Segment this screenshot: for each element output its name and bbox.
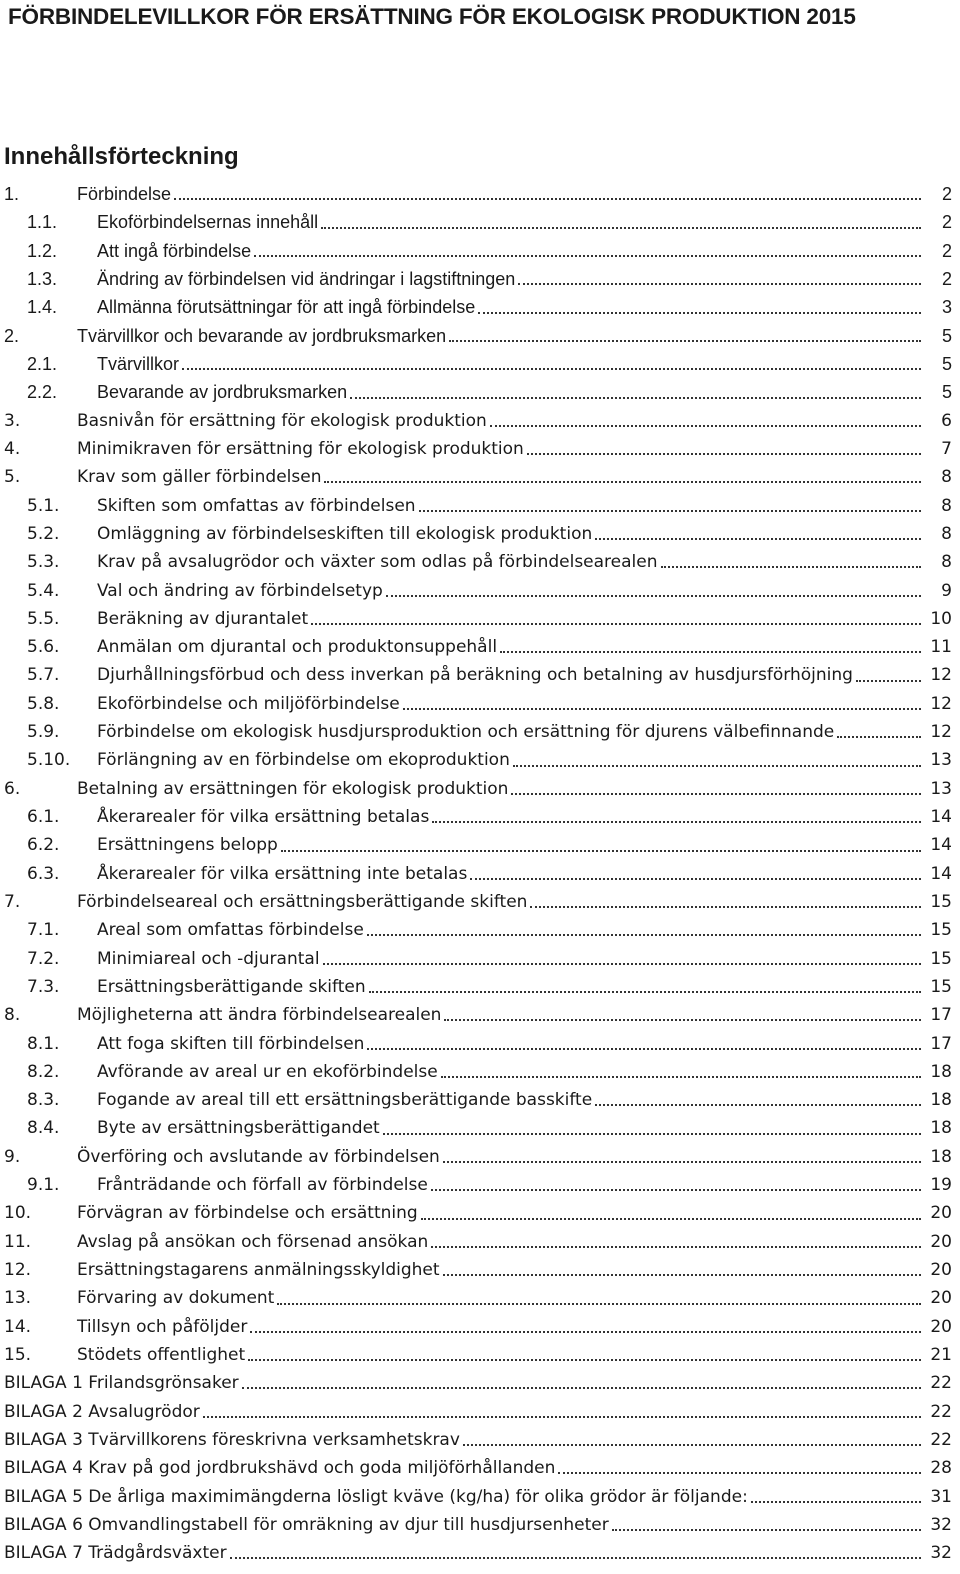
toc-entry-page: 17 [930, 1033, 952, 1054]
toc-entry[interactable] [0, 916, 960, 944]
toc-leader-dots [369, 990, 921, 993]
toc-entry-label: Allmänna förutsättningar för att ingå förbindelse [97, 297, 476, 318]
toc-entry[interactable] [0, 633, 960, 661]
toc-leader-dots [383, 1132, 921, 1135]
toc-leader-dots [470, 877, 921, 880]
toc-entry[interactable] [0, 237, 960, 265]
toc-entry-page: 28 [930, 1458, 952, 1479]
toc-entry[interactable] [0, 1114, 960, 1142]
toc-leader-dots [254, 254, 921, 257]
toc-leader-dots [242, 1386, 921, 1389]
toc-entry[interactable] [0, 378, 960, 406]
toc-entry-label: BILAGA 7 Trädgårdsväxter [4, 1543, 227, 1564]
toc-entry-label: Möjligheterna att ändra förbindelsearealen [77, 1005, 442, 1026]
toc-leader-dots [463, 1443, 921, 1446]
toc-entry-page: 14 [930, 835, 952, 856]
toc-entry-label: Bevarande av jordbruksmarken [97, 382, 348, 403]
toc-entry[interactable] [0, 1482, 960, 1510]
toc-leader-dots [403, 707, 921, 710]
toc-entry-number: 5.10. [27, 750, 71, 771]
document-title: FÖRBINDELEVILLKOR FÖR ERSÄTTNING FÖR EKOLOGISK PRODUKTION 2015 [8, 4, 856, 29]
toc-entry-number: 7. [4, 891, 21, 912]
toc-leader-dots [321, 226, 921, 229]
toc-entry-number: 6.3. [27, 863, 60, 884]
toc-entry[interactable] [0, 1341, 960, 1369]
toc-entry[interactable] [0, 520, 960, 548]
toc-leader-dots [595, 537, 921, 540]
toc-entry-label: Ekoförbindelse och miljöförbindelse [97, 693, 400, 714]
toc-entry-number: 11. [4, 1231, 32, 1252]
toc-entry-number: 5.2. [27, 523, 60, 544]
toc-entry-label: Stödets offentlighet [77, 1344, 246, 1365]
toc-entry-label: Anmälan om djurantal och produktonsuppehåll [97, 637, 498, 658]
toc-entry-page: 20 [930, 1231, 952, 1252]
toc-entry-label: Förbindelseareal och ersättningsberättigande skiften [77, 891, 528, 912]
toc-entry-label: Minimikraven för ersättning för ekologisk produktion [77, 438, 524, 459]
toc-entry-page: 12 [930, 665, 952, 686]
toc-entry-number: 8.2. [27, 1061, 60, 1082]
toc-entry-number: 1.2. [27, 240, 58, 261]
toc-entry-label: Avförande av areal ur en ekoförbindelse [97, 1061, 438, 1082]
toc-leader-dots [558, 1471, 921, 1474]
toc-entry[interactable] [0, 1143, 960, 1171]
toc-leader-dots [421, 1217, 921, 1220]
toc-entry-label: Tvärvillkor och bevarande av jordbruksmarken [77, 325, 447, 346]
toc-entry-number: 1. [4, 184, 20, 205]
toc-leader-dots [837, 735, 921, 738]
toc-entry-number: 7.2. [27, 948, 60, 969]
toc-entry-label: BILAGA 1 Frilandsgrönsaker [4, 1373, 239, 1394]
toc-entry-number: 8.3. [27, 1090, 60, 1111]
toc-entry[interactable] [0, 1539, 960, 1567]
toc-entry-label: Beräkning av djurantalet [97, 608, 309, 629]
toc-entry[interactable] [0, 1454, 960, 1482]
toc-entry-page: 17 [930, 1005, 952, 1026]
toc-entry-page: 20 [930, 1203, 952, 1224]
toc-entry-label: Att foga skiften till förbindelsen [97, 1033, 365, 1054]
toc-entry[interactable] [0, 407, 960, 435]
toc-entry-page: 5 [941, 382, 952, 403]
toc-entry[interactable] [0, 1369, 960, 1397]
toc-entry[interactable] [0, 350, 960, 378]
toc-entry-number: 5.1. [27, 495, 60, 516]
toc-entry-page: 5 [941, 354, 952, 375]
toc-entry-number: 2. [4, 325, 20, 346]
toc-leader-dots [386, 594, 921, 597]
toc-entry-number: 6.2. [27, 835, 60, 856]
toc-entry-number: 7.3. [27, 976, 60, 997]
toc-entry[interactable] [0, 690, 960, 718]
toc-entry-label: Djurhållningsförbud och dess inverkan på beräkning och betalning av husdjursförhöjning [97, 665, 853, 686]
toc-entry-page: 5 [941, 325, 952, 346]
toc-leader-dots [419, 509, 921, 512]
toc-entry-page: 9 [941, 580, 952, 601]
toc-leader-dots [518, 282, 921, 285]
toc-leader-dots [441, 1075, 921, 1078]
toc-entry[interactable] [0, 1313, 960, 1341]
toc-leader-dots [513, 764, 921, 767]
toc-leader-dots [432, 820, 921, 823]
toc-entry-number: 12. [4, 1260, 32, 1281]
toc-entry[interactable] [0, 180, 960, 208]
toc-entry-page: 6 [941, 410, 952, 431]
toc-entry-page: 8 [941, 467, 952, 488]
toc-entry-page: 32 [930, 1514, 952, 1535]
toc-entry-page: 13 [930, 750, 952, 771]
toc-leader-dots [248, 1358, 921, 1361]
toc-entry-page: 18 [930, 1090, 952, 1111]
toc-leader-dots [431, 1245, 921, 1248]
toc-entry[interactable] [0, 1001, 960, 1029]
toc-leader-dots [311, 622, 921, 625]
toc-entry-number: 5.9. [27, 722, 60, 743]
toc-entry-number: 5.8. [27, 693, 60, 714]
toc-leader-dots [856, 679, 921, 682]
toc-entry-label: Åkerarealer för vilka ersättning betalas [97, 807, 430, 828]
toc-entry-page: 7 [941, 438, 952, 459]
toc-entry-label: Ersättningens belopp [97, 835, 278, 856]
toc-entry[interactable] [0, 888, 960, 916]
toc-entry-number: 5.5. [27, 608, 60, 629]
toc-entry-page: 18 [930, 1118, 952, 1139]
toc-entry-number: 13. [4, 1288, 32, 1309]
toc-leader-dots [661, 565, 921, 568]
toc-entry-label: BILAGA 3 Tvärvillkorens föreskrivna verksamhetskrav [4, 1429, 460, 1450]
toc-leader-dots [527, 452, 921, 455]
toc-entry[interactable] [0, 605, 960, 633]
toc-entry-number: 1.4. [27, 297, 58, 318]
toc-entry-label: Att ingå förbindelse [97, 240, 252, 261]
toc-entry-page: 3 [941, 297, 952, 318]
toc-entry-page: 2 [941, 269, 952, 290]
toc-leader-dots [511, 792, 921, 795]
toc-entry-label: Åkerarealer för vilka ersättning inte betalas [97, 863, 468, 884]
toc-entry-number: 1.1. [27, 212, 58, 233]
toc-entry-page: 32 [930, 1543, 952, 1564]
toc-leader-dots [530, 905, 921, 908]
toc-leader-dots [478, 311, 921, 314]
toc-entry-label: Krav som gäller förbindelsen [77, 467, 322, 488]
toc-entry[interactable] [0, 746, 960, 774]
toc-entry-label: Förlängning av en förbindelse om ekoproduktion [97, 750, 510, 771]
toc-entry-number: 6. [4, 778, 21, 799]
toc-entry-label: Förvägran av förbindelse och ersättning [77, 1203, 418, 1224]
toc-entry-number: 7.1. [27, 920, 60, 941]
toc-entry-label: Ändring av förbindelsen vid ändringar i lagstiftningen [97, 269, 516, 290]
toc-leader-dots [443, 1273, 921, 1276]
toc-entry[interactable] [0, 1199, 960, 1227]
toc-entry-page: 8 [941, 552, 952, 573]
toc-entry[interactable] [0, 208, 960, 236]
toc-leader-dots [203, 1415, 921, 1418]
toc-entry-number: 1.3. [27, 269, 58, 290]
toc-entry[interactable] [0, 1086, 960, 1114]
toc-entry[interactable] [0, 831, 960, 859]
toc-leader-dots [250, 1330, 921, 1333]
toc-entry-number: 2.2. [27, 382, 58, 403]
toc-entry-label: Skiften som omfattas av förbindelsen [97, 495, 416, 516]
toc-entry-page: 20 [930, 1288, 952, 1309]
toc-entry-page: 8 [941, 495, 952, 516]
toc-entry[interactable] [0, 803, 960, 831]
toc-entry-label: BILAGA 5 De årliga maximimängderna lösligt kväve (kg/ha) för olika grödor är följande: [4, 1486, 748, 1507]
toc-entry-number: 9.1. [27, 1175, 60, 1196]
toc-leader-dots [182, 367, 921, 370]
toc-entry[interactable] [0, 775, 960, 803]
toc-entry-number: 8.1. [27, 1033, 60, 1054]
toc-entry-label: BILAGA 4 Krav på god jordbrukshävd och goda miljöförhållanden [4, 1458, 556, 1479]
toc-leader-dots [277, 1302, 921, 1305]
toc-entry-label: Betalning av ersättningen för ekologisk produktion [77, 778, 509, 799]
toc-entry-label: Tillsyn och påföljder [77, 1316, 248, 1337]
toc-entry[interactable] [0, 1029, 960, 1057]
toc-entry-page: 12 [930, 722, 952, 743]
toc-entry-label: Krav på avsalugrödor och växter som odlas på förbindelsearealen [97, 552, 658, 573]
toc-entry-label: Överföring och avslutande av förbindelsen [77, 1146, 440, 1167]
toc-entry[interactable] [0, 1511, 960, 1539]
toc-entry-page: 2 [941, 212, 952, 233]
toc-leader-dots [443, 1160, 921, 1163]
toc-leader-dots [367, 933, 921, 936]
toc-entry[interactable] [0, 548, 960, 576]
toc-entry-label: Förbindelse om ekologisk husdjursproduktion och ersättning för djurens välbefinnande [97, 722, 835, 743]
toc-entry-label: BILAGA 6 Omvandlingstabell för omräkning av djur till husdjursenheter [4, 1514, 609, 1535]
toc-entry-page: 19 [930, 1175, 952, 1196]
toc-entry[interactable] [0, 1256, 960, 1284]
toc-entry-number: 14. [4, 1316, 32, 1337]
toc-entry-page: 15 [930, 948, 952, 969]
toc-entry-page: 15 [930, 891, 952, 912]
toc-entry-label: Ersättningstagarens anmälningsskyldighet [77, 1260, 440, 1281]
toc-entry-page: 14 [930, 807, 952, 828]
toc-leader-dots [174, 197, 921, 200]
toc-entry[interactable] [0, 1426, 960, 1454]
toc-entry[interactable] [0, 463, 960, 491]
toc-leader-dots [367, 1047, 921, 1050]
toc-entry-label: Tvärvillkor [97, 354, 180, 375]
toc-entry[interactable] [0, 973, 960, 1001]
toc-entry-page: 11 [930, 637, 952, 658]
toc-leader-dots [323, 962, 921, 965]
toc-entry-number: 2.1. [27, 354, 58, 375]
toc-leader-dots [612, 1528, 921, 1531]
toc-leader-dots [595, 1103, 921, 1106]
toc-entry[interactable] [0, 576, 960, 604]
toc-entry-page: 22 [930, 1401, 952, 1422]
toc-entry-page: 8 [941, 523, 952, 544]
toc-entry-number: 9. [4, 1146, 21, 1167]
toc-entry[interactable] [0, 1058, 960, 1086]
toc-heading: Innehållsförteckning [4, 143, 239, 170]
toc-entry[interactable] [0, 1284, 960, 1312]
toc-entry-page: 2 [941, 240, 952, 261]
toc-entry-label: Areal som omfattas förbindelse [97, 920, 364, 941]
toc-entry[interactable] [0, 1228, 960, 1256]
toc-entry-page: 12 [930, 693, 952, 714]
toc-entry[interactable] [0, 944, 960, 972]
toc-entry-page: 18 [930, 1061, 952, 1082]
toc-entry[interactable] [0, 661, 960, 689]
toc-entry-number: 5.6. [27, 637, 60, 658]
toc-entry-label: Byte av ersättningsberättigandet [97, 1118, 380, 1139]
toc-entry-number: 4. [4, 438, 21, 459]
toc-entry-label: Förbindelse [77, 184, 172, 205]
toc-entry[interactable] [0, 491, 960, 519]
toc-leader-dots [500, 650, 921, 653]
toc-entry-page: 10 [930, 608, 952, 629]
toc-entry-number: 8. [4, 1005, 21, 1026]
toc-entry-label: Frånträdande och förfall av förbindelse [97, 1175, 428, 1196]
toc-entry-page: 31 [930, 1486, 952, 1507]
toc-entry-number: 3. [4, 410, 21, 431]
toc-entry-number: 5.7. [27, 665, 60, 686]
toc-entry-page: 21 [930, 1344, 952, 1365]
toc-leader-dots [449, 339, 921, 342]
toc-entry-label: Basnivån för ersättning för ekologisk produktion [77, 410, 487, 431]
toc-entry[interactable] [0, 265, 960, 293]
toc-entry[interactable] [0, 1171, 960, 1199]
toc-entry-number: 5.4. [27, 580, 60, 601]
toc-entry-number: 8.4. [27, 1118, 60, 1139]
toc-entry-label: Val och ändring av förbindelsetyp [97, 580, 383, 601]
toc-entry-number: 5. [4, 467, 21, 488]
toc-entry-page: 14 [930, 863, 952, 884]
toc-entry-label: Förvaring av dokument [77, 1288, 275, 1309]
toc-leader-dots [431, 1188, 921, 1191]
toc-entry[interactable] [0, 1397, 960, 1425]
toc-leader-dots [350, 396, 921, 399]
toc-entry-page: 15 [930, 976, 952, 997]
toc-entry[interactable] [0, 718, 960, 746]
toc-entry-page: 22 [930, 1429, 952, 1450]
toc-entry-number: 10. [4, 1203, 32, 1224]
toc-entry[interactable] [0, 293, 960, 321]
toc-entry-page: 15 [930, 920, 952, 941]
toc-leader-dots [444, 1018, 921, 1021]
toc-entry-number: 5.3. [27, 552, 60, 573]
toc-entry-page: 2 [941, 184, 952, 205]
toc-leader-dots [751, 1500, 921, 1503]
toc-entry-label: BILAGA 2 Avsalugrödor [4, 1401, 200, 1422]
toc-entry-page: 13 [930, 778, 952, 799]
toc-entry-label: Omläggning av förbindelseskiften till ekologisk produktion [97, 523, 593, 544]
toc-entry[interactable] [0, 860, 960, 888]
toc-leader-dots [324, 480, 921, 483]
toc-entry[interactable] [0, 435, 960, 463]
toc-leader-dots [230, 1556, 921, 1559]
table-of-contents [0, 180, 960, 1567]
toc-entry-page: 20 [930, 1316, 952, 1337]
toc-entry-page: 18 [930, 1146, 952, 1167]
toc-entry-page: 20 [930, 1260, 952, 1281]
toc-entry-label: Minimiareal och -djurantal [97, 948, 320, 969]
toc-entry-label: Ersättningsberättigande skiften [97, 976, 366, 997]
toc-entry-label: Fogande av areal till ett ersättningsberättigande basskifte [97, 1090, 593, 1111]
toc-leader-dots [281, 849, 921, 852]
toc-entry[interactable] [0, 322, 960, 350]
toc-leader-dots [490, 424, 921, 427]
toc-entry-number: 15. [4, 1344, 32, 1365]
toc-entry-label: Ekoförbindelsernas innehåll [97, 212, 319, 233]
toc-entry-number: 6.1. [27, 807, 60, 828]
toc-entry-page: 22 [930, 1373, 952, 1394]
toc-entry-label: Avslag på ansökan och försenad ansökan [77, 1231, 429, 1252]
